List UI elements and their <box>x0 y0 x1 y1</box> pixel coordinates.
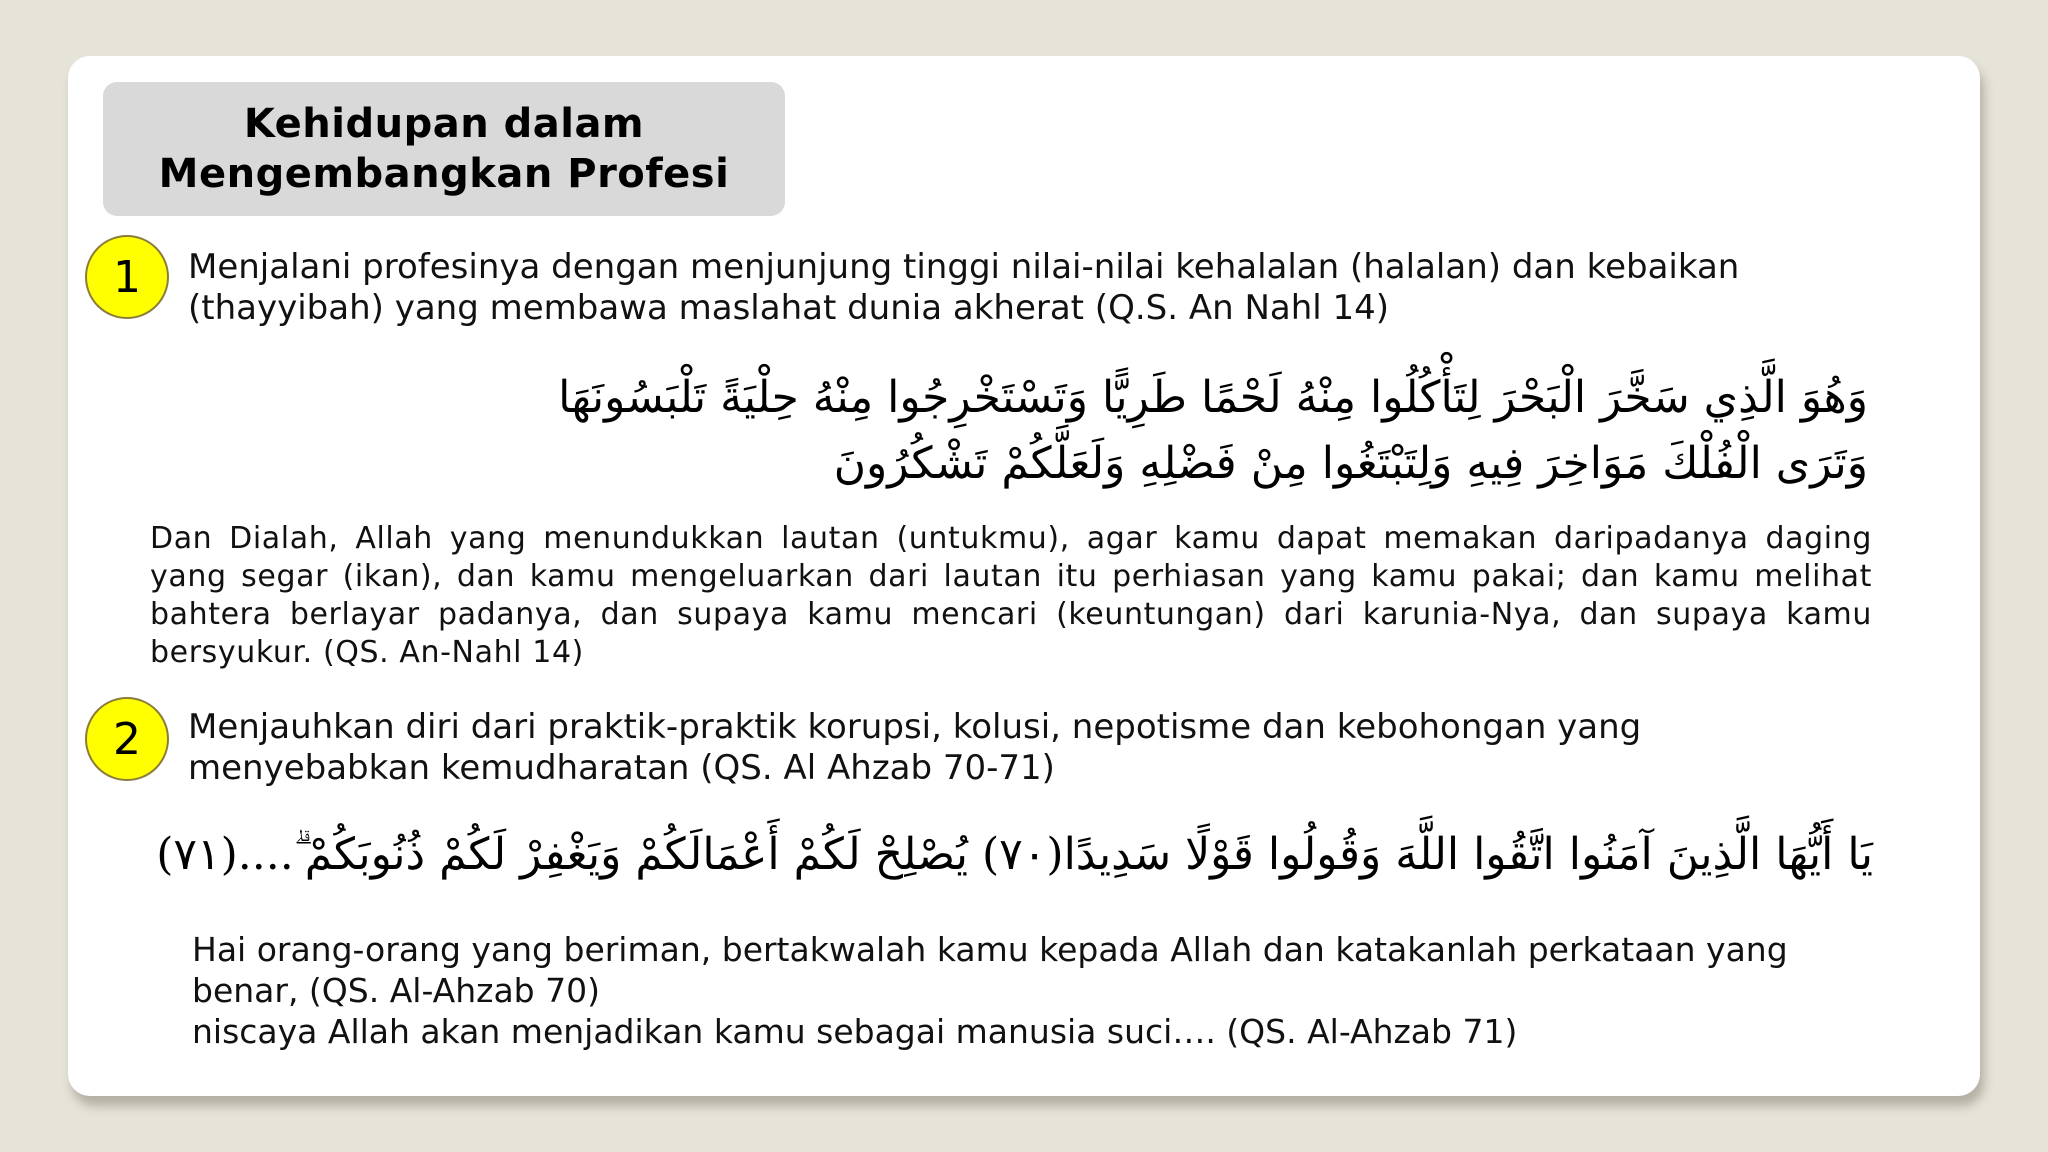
point-1-text-line-2: (thayyibah) yang membawa maslahat dunia akherat (Q.S. An Nahl 14) <box>188 288 1390 328</box>
point-1-text-line-1: Menjalani profesinya dengan menjunjung tinggi nilai-nilai kehalalan (halalan) dan kebaikan <box>188 247 1740 287</box>
point-2-translation-line-2: benar, (QS. Al-Ahzab 70) <box>192 971 600 1010</box>
point-1-arabic-verse <box>448 365 1868 497</box>
arabic-verse-line-2: وَتَرَى الْفُلْكَ مَوَاخِرَ فِيهِ وَلِتَبْتَغُوا مِنْ فَضْلِهِ وَلَعَلَّكُمْ تَشْكُرُونَ <box>833 438 1868 489</box>
point-2-translation-line-3: niscaya Allah akan menjadikan kamu sebagai manusia suci…. (QS. Al-Ahzab 71) <box>192 1012 1518 1051</box>
point-2-translation-line-1: Hai orang-orang yang beriman, bertakwalah kamu kepada Allah dan katakanlah perkataan yang <box>192 930 1788 969</box>
point-2-number-badge: 2 <box>85 697 169 781</box>
point-2-text-line-2: menyebabkan kemudharatan (QS. Al Ahzab 70-71) <box>188 748 1055 788</box>
point-1-translation: Dan Dialah, Allah yang menundukkan lautan (untukmu), agar kamu dapat memakan daripadanya daging yang segar (ikan), dan kamu mengeluarkan dari lautan itu perhiasan yang kamu pakai; dan kamu melihat bahtera berlayar padanya, dan supaya kamu mencari (keuntungan) dari karunia-Nya, dan supaya kamu bersyukur. (QS. An-Nahl 14) <box>150 521 1872 670</box>
title-box <box>103 82 785 216</box>
point-2-text <box>188 707 1908 789</box>
point-2-translation <box>192 929 1892 1052</box>
point-2-text-line-1: Menjauhkan diri dari praktik-praktik korupsi, kolusi, nepotisme dan kebohongan yang <box>188 707 1642 747</box>
point-1-text <box>188 247 1908 329</box>
arabic-verse-line-1: وَهُوَ الَّذِي سَخَّرَ الْبَحْرَ لِتَأْكُلُوا مِنْهُ لَحْمًا طَرِيًّا وَتَسْتَخْرِجُوا مِنْهُ حِلْيَةً تَلْبَسُونَهَا <box>558 372 1868 423</box>
title-line-1: Kehidupan dalam <box>243 101 645 147</box>
point-2-arabic-verse <box>153 822 1873 888</box>
slide-title <box>159 99 730 199</box>
arabic-verse-line: يَا أَيُّهَا الَّذِينَ آمَنُوا اتَّقُوا اللَّهَ وَقُولُوا قَوْلًا سَدِيدًا(٧٠) يُصْلِحْ لَكُمْ أَعْمَالَكُمْ وَيَغْفِرْ لَكُمْ ذُنُوبَكُمْ ۗ....(٧١) <box>156 829 1873 880</box>
title-line-2: Mengembangkan Profesi <box>158 151 730 197</box>
point-1-number-badge: 1 <box>85 235 169 319</box>
